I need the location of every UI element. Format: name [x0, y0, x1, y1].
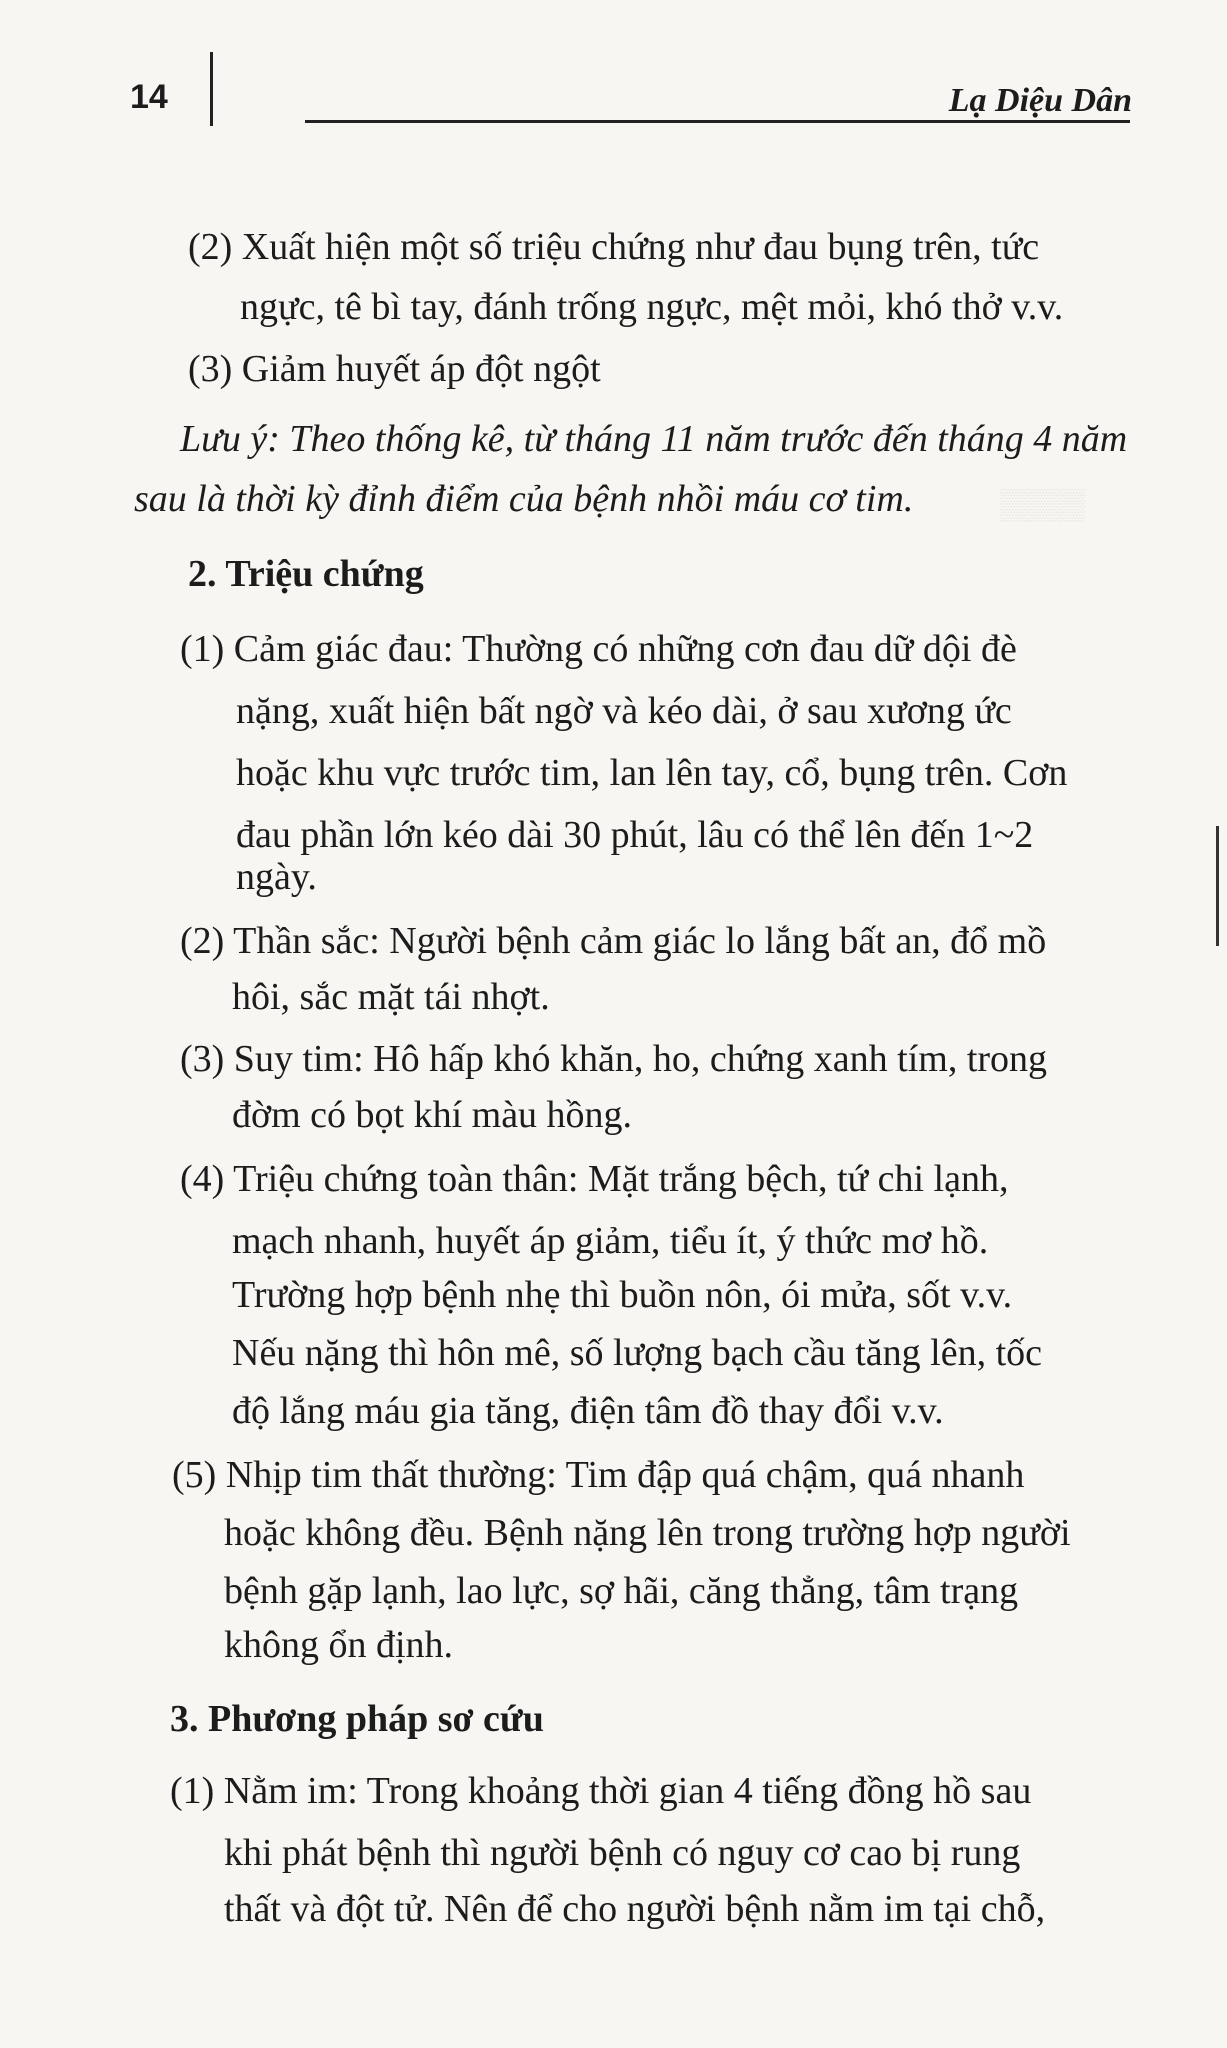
text-line: hôi, sắc mặt tái nhợt.	[232, 976, 550, 1018]
header-rule	[305, 120, 1130, 123]
running-header-author: Lạ Diệu Dân	[948, 82, 1132, 119]
text-line: độ lắng máu gia tăng, điện tâm đồ thay đổi v.v.	[232, 1390, 944, 1432]
text-line: thất và đột tử. Nên để cho người bệnh nằm im tại chỗ,	[224, 1888, 1046, 1930]
section-heading: 2. Triệu chứng	[188, 553, 424, 595]
header-vertical-bar	[210, 52, 213, 126]
text-line: hoặc không đều. Bệnh nặng lên trong trường hợp người	[224, 1512, 1071, 1554]
text-line: (3) Giảm huyết áp đột ngột	[188, 348, 601, 390]
page-number: 14	[130, 78, 168, 116]
scan-edge-mark	[1216, 826, 1219, 946]
text-line: Nếu nặng thì hôn mê, số lượng bạch cầu tăng lên, tốc	[232, 1332, 1042, 1374]
bleed-through: ▒▒▒▒	[1000, 488, 1086, 521]
text-line: (4) Triệu chứng toàn thân: Mặt trắng bệch, tứ chi lạnh,	[180, 1158, 1009, 1200]
text-line: (5) Nhịp tim thất thường: Tim đập quá chậm, quá nhanh	[172, 1454, 1025, 1496]
text-line: mạch nhanh, huyết áp giảm, tiểu ít, ý thức mơ hồ.	[232, 1220, 989, 1262]
text-line: (2) Thần sắc: Người bệnh cảm giác lo lắng bất an, đổ mồ	[180, 920, 1047, 962]
section-heading: 3. Phương pháp sơ cứu	[170, 1698, 544, 1740]
text-line: đờm có bọt khí màu hồng.	[232, 1094, 633, 1136]
text-line: khi phát bệnh thì người bệnh có nguy cơ cao bị rung	[224, 1832, 1021, 1874]
text-line: đau phần lớn kéo dài 30 phút, lâu có thể lên đến 1~2	[236, 814, 1034, 856]
text-line: (2) Xuất hiện một số triệu chứng như đau bụng trên, tức	[188, 226, 1040, 268]
text-line: hoặc khu vực trước tim, lan lên tay, cổ, bụng trên. Cơn	[236, 752, 1068, 794]
text-line: Trường hợp bệnh nhẹ thì buồn nôn, ói mửa, sốt v.v.	[232, 1274, 1013, 1316]
text-line: không ổn định.	[224, 1624, 454, 1666]
text-line: (1) Cảm giác đau: Thường có những cơn đau dữ dội đè	[180, 628, 1017, 670]
text-line: (1) Nằm im: Trong khoảng thời gian 4 tiếng đồng hồ sau	[170, 1770, 1032, 1812]
text-line: nặng, xuất hiện bất ngờ và kéo dài, ở sau xương ức	[236, 690, 1012, 732]
text-line: ngày.	[236, 856, 317, 898]
text-line: bệnh gặp lạnh, lao lực, sợ hãi, căng thẳng, tâm trạng	[224, 1570, 1019, 1612]
note-line: sau là thời kỳ đỉnh điểm của bệnh nhồi máu cơ tim.	[134, 478, 914, 520]
note-line: Lưu ý: Theo thống kê, từ tháng 11 năm trước đến tháng 4 năm	[180, 418, 1128, 460]
text-line: (3) Suy tim: Hô hấp khó khăn, ho, chứng xanh tím, trong	[180, 1038, 1048, 1080]
text-line: ngực, tê bì tay, đánh trống ngực, mệt mỏi, khó thở v.v.	[240, 286, 1064, 328]
